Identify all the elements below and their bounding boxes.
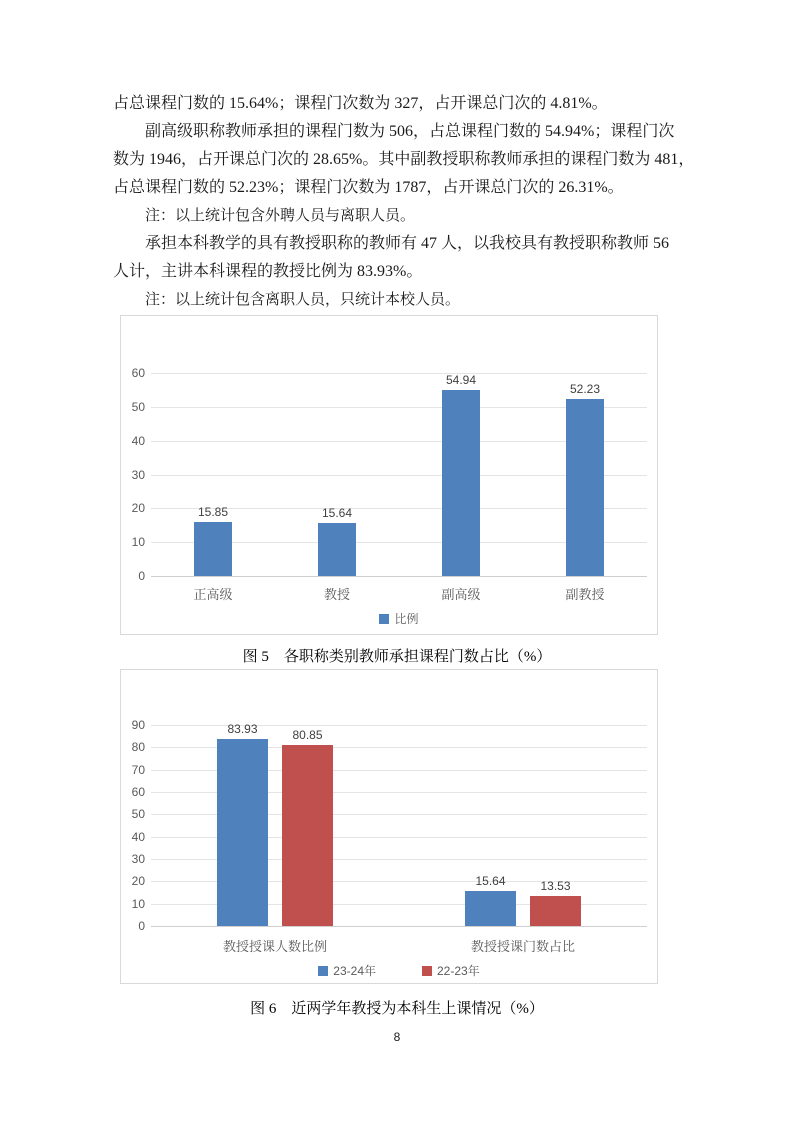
bar: [566, 399, 604, 576]
y-axis-tick-label: 0: [138, 569, 145, 583]
page-number: 8: [393, 1030, 401, 1044]
y-axis-tick-label: 40: [131, 433, 145, 448]
body-line: 人计，主讲本科课程的教授比例为 83.93%。: [113, 263, 423, 280]
x-axis-category-label: 正高级: [193, 587, 233, 602]
y-axis-tick-label: 20: [131, 874, 145, 889]
bar-data-label: 15.64: [321, 506, 353, 521]
legend-swatch-icon: [318, 966, 328, 976]
bar-data-label: 15.85: [197, 505, 229, 520]
legend-swatch-icon: [422, 966, 432, 976]
chart-legend: [151, 610, 647, 627]
y-axis-tick-label: 20: [131, 501, 145, 516]
bar: [465, 891, 516, 926]
gridline: [151, 373, 647, 374]
body-line: 数为 1946，占开课总门次的 28.65%。其中副教授职称教师承担的课程门数为 481，: [113, 151, 695, 168]
body-note-line: 注：以上统计包含外聘人员与离职人员。: [145, 208, 416, 224]
bar-data-label: 83.93: [227, 721, 258, 736]
gridline: [151, 576, 647, 577]
bar: [318, 523, 356, 576]
x-axis-category-label: 副高级: [441, 587, 481, 602]
y-axis-tick-label: 80: [131, 740, 145, 755]
y-axis-tick-label: 90: [131, 718, 145, 732]
bar-data-label: 80.85: [292, 728, 323, 743]
bar-data-label: 52.23: [569, 382, 601, 397]
body-text: [113, 90, 695, 314]
y-axis-tick-label: 10: [131, 896, 145, 911]
legend-label: 23-24年: [333, 964, 376, 978]
y-axis-tick-label: 10: [131, 535, 145, 550]
bar-data-label: 54.94: [445, 373, 477, 388]
legend-item: [318, 962, 376, 979]
y-axis-tick-label: 50: [131, 399, 145, 414]
y-axis-tick-label: 30: [131, 467, 145, 482]
body-line: 占总课程门数的 52.23%；课程门次数为 1787，占开课总门次的 26.31%。: [113, 179, 624, 196]
x-axis-category-label: 副教授: [565, 587, 605, 602]
y-axis-tick-label: 60: [131, 366, 145, 380]
legend-label: 22-23年: [437, 964, 480, 978]
bar: [194, 522, 232, 576]
y-axis-tick-label: 50: [131, 807, 145, 822]
bar: [217, 739, 268, 926]
figure5-caption: 图 5 各职称类别教师承担课程门数占比（%）: [242, 649, 552, 665]
y-axis-tick-label: 60: [131, 785, 145, 799]
body-line: 占总课程门数的 15.64%；课程门次数为 327，占开课总门次的 4.81%。: [113, 95, 608, 112]
bar-data-label: 13.53: [540, 878, 571, 893]
legend-swatch-icon: [379, 614, 389, 624]
bar-data-label: 15.64: [475, 874, 506, 889]
legend-item: [379, 610, 418, 627]
legend-item: [422, 962, 480, 979]
bar: [530, 896, 581, 926]
x-axis-category-label: 教授授课人数比例: [222, 939, 327, 954]
body-line: 副高级职称教师承担的课程门数为 506，占总课程门数的 54.94%；课程门次: [145, 123, 675, 140]
legend-label: 比例: [394, 612, 419, 626]
x-axis-category-label: 教授授课门数占比: [470, 939, 575, 954]
y-axis-tick-label: 30: [131, 852, 145, 866]
body-note-line: 注：以上统计包含离职人员，只统计本校人员。: [145, 292, 461, 308]
figure6-bar-chart: [120, 669, 658, 984]
y-axis-tick-label: 70: [131, 762, 145, 777]
chart-legend: [151, 962, 647, 979]
y-axis-tick-label: 0: [138, 919, 145, 933]
x-axis-category-label: 教授: [323, 587, 350, 602]
body-line: 承担本科教学的具有教授职称的教师有 47 人，以我校具有教授职称教师 56: [145, 235, 670, 252]
bar: [442, 390, 480, 576]
figure6-caption: 图 6 近两学年教授为本科生上课情况（%）: [250, 1001, 544, 1017]
gridline: [151, 926, 647, 927]
y-axis-tick-label: 40: [131, 829, 145, 844]
bar: [282, 745, 333, 926]
figure5-bar-chart: [120, 315, 658, 635]
